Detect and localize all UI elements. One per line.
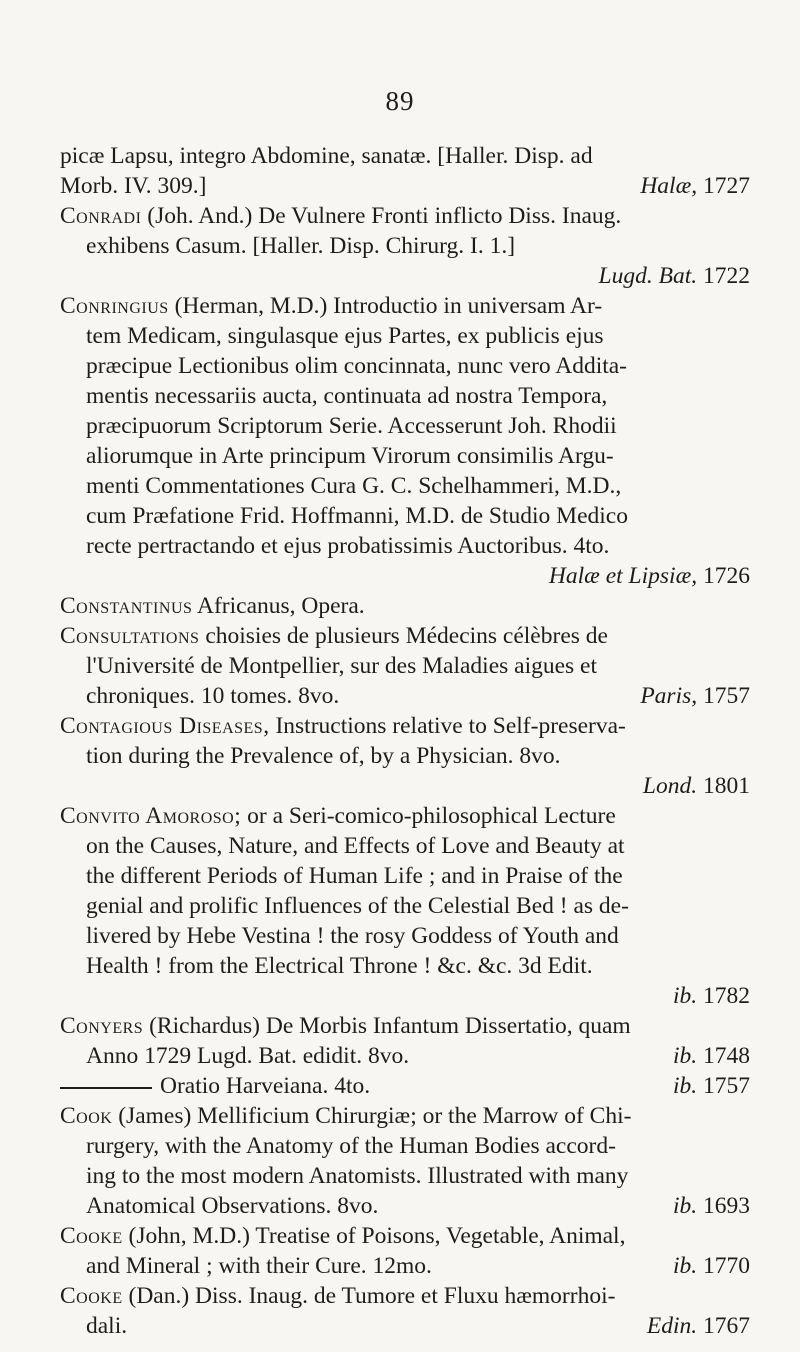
entry-author: Cook — [60, 1103, 113, 1129]
entry-line: mentis necessariis aucta, continuata ad nostra Tempora, — [86, 383, 608, 409]
entry-line: livered by Hebe Vestina ! the rosy Goddess of Youth and — [86, 923, 619, 949]
bibliography-entry — [60, 711, 750, 801]
bibliography-entry — [60, 591, 750, 621]
imprint — [60, 981, 750, 1011]
bibliography-entry — [60, 291, 750, 591]
bibliography-entry — [60, 141, 750, 201]
imprint-place: ib. — [672, 1073, 698, 1099]
entry-text: choisies de plusieurs Médecins célèbres de — [199, 623, 608, 649]
entry-text: (Herman, M.D.) Introductio in universam Ar- — [168, 293, 603, 319]
imprint-place: Halæ et Lipsiæ, — [548, 563, 698, 589]
entry-line — [60, 291, 750, 321]
entry-line — [60, 801, 750, 831]
entry-author: Conradi — [60, 203, 142, 229]
imprint-place: Edin. — [646, 1313, 698, 1339]
imprint — [673, 1071, 750, 1101]
imprint-place: Lugd. Bat. — [598, 263, 698, 289]
imprint-year: 1757 — [703, 1073, 750, 1099]
imprint-year: 1693 — [703, 1193, 750, 1219]
imprint — [647, 1311, 750, 1341]
page-number: 89 — [385, 86, 415, 116]
imprint-place: ib. — [672, 1043, 698, 1069]
bibliography-entry — [60, 1071, 750, 1101]
entry-line — [60, 1221, 750, 1251]
imprint — [60, 261, 750, 291]
entry-line — [60, 1281, 750, 1311]
entry-author: Constantinus — [60, 593, 193, 619]
bibliography-entry — [60, 201, 750, 291]
ditto-dash — [60, 1087, 152, 1089]
entry-text: Instructions relative to Self-preserva- — [269, 713, 626, 739]
entry-line — [60, 1191, 750, 1221]
entry-text: (John, M.D.) Treatise of Poisons, Vegetable, Animal, — [122, 1223, 626, 1249]
entry-line: aliorumque in Arte principum Virorum consimilis Argu- — [86, 443, 614, 469]
entry-line: præcipue Lectionibus olim concinnata, nunc vero Addita- — [86, 353, 628, 379]
imprint-place: ib. — [672, 1193, 698, 1219]
imprint-year: 1801 — [703, 773, 750, 799]
bibliography-entry — [60, 1101, 750, 1221]
entry-author: Conyers — [60, 1013, 144, 1039]
entry-line — [60, 1101, 750, 1131]
entry-line: menti Commentationes Cura G. C. Schelhammeri, M.D., — [86, 473, 622, 499]
entry-line: tem Medicam, singulasque ejus Partes, ex publicis ejus — [86, 323, 604, 349]
entry-author: Cooke — [60, 1283, 123, 1309]
entry-title: Oratio Harveiana. 4to. — [160, 1073, 371, 1099]
entry-line — [60, 1071, 750, 1101]
entry-line: recte pertractando et ejus probatissimis Auctoribus. 4to. — [86, 533, 610, 559]
bibliography-entry — [60, 621, 750, 711]
entry-line — [60, 1011, 750, 1041]
entry-text: (James) Mellificium Chirurgiæ; or the Marrow of Chi- — [112, 1103, 632, 1129]
entry-text: (Dan.) Diss. Inaug. de Tumore et Fluxu hæmorrhoi- — [122, 1283, 616, 1309]
entry-line — [60, 1041, 750, 1071]
imprint — [640, 171, 750, 201]
imprint-year: 1726 — [703, 563, 750, 589]
imprint-year: 1757 — [703, 683, 750, 709]
bibliography-entry — [60, 1281, 750, 1341]
entry-text: (Richardus) De Morbis Infantum Dissertatio, quam — [143, 1013, 631, 1039]
bibliography-entries — [60, 141, 750, 1341]
imprint-place: Paris, — [640, 683, 698, 709]
entry-line: the different Periods of Human Life ; and in Praise of the — [86, 863, 623, 889]
imprint — [640, 681, 750, 711]
entry-line — [60, 621, 750, 651]
entry-text: dali. — [86, 1313, 128, 1339]
imprint — [673, 1041, 750, 1071]
entry-line: præcipuorum Scriptorum Serie. Accesserunt Joh. Rhodii — [86, 413, 617, 439]
entry-text: or a Seri-comico-philosophical Lecture — [241, 803, 616, 829]
entry-line: ing to the most modern Anatomists. Illustrated with many — [86, 1163, 629, 1189]
entry-text: Anatomical Observations. 8vo. — [86, 1193, 379, 1219]
imprint-year: 1782 — [703, 983, 750, 1009]
entry-text: chroniques. 10 tomes. 8vo. — [86, 683, 340, 709]
entry-line — [60, 201, 750, 231]
entry-text: Morb. IV. 309.] — [60, 173, 207, 199]
imprint-year: 1748 — [703, 1043, 750, 1069]
entry-text: (Joh. And.) De Vulnere Fronti inflicto Diss. Inaug. — [141, 203, 622, 229]
entry-author: Cooke — [60, 1223, 123, 1249]
entry-author: Contagious Diseases, — [60, 713, 270, 739]
imprint — [60, 561, 750, 591]
entry-author: Conringius — [60, 293, 169, 319]
entry-line: picæ Lapsu, integro Abdomine, sanatæ. [Haller. Disp. ad — [60, 143, 593, 169]
entry-line: exhibens Casum. [Haller. Disp. Chirurg. I. 1.] — [86, 233, 516, 259]
entry-line: Health ! from the Electrical Throne ! &c. &c. 3d Edit. — [86, 953, 593, 979]
imprint — [60, 771, 750, 801]
entry-text: and Mineral ; with their Cure. 12mo. — [86, 1253, 432, 1279]
imprint — [673, 1191, 750, 1221]
imprint-year: 1727 — [703, 173, 750, 199]
entry-line — [60, 681, 750, 711]
imprint-place: Halæ, — [640, 173, 698, 199]
entry-line: l'Université de Montpellier, sur des Maladies aigues et — [86, 653, 598, 679]
entry-line — [60, 171, 750, 201]
entry-line: genial and prolific Influences of the Celestial Bed ! as de- — [86, 893, 629, 919]
imprint-year: 1767 — [703, 1313, 750, 1339]
entry-text: Anno 1729 Lugd. Bat. edidit. 8vo. — [86, 1043, 410, 1069]
imprint-place: ib. — [672, 983, 698, 1009]
imprint-year: 1722 — [703, 263, 750, 289]
imprint-place: Lond. — [642, 773, 698, 799]
imprint-year: 1770 — [703, 1253, 750, 1279]
entry-text: Africanus, Opera. — [192, 593, 365, 619]
entry-author: Convito Amoroso; — [60, 803, 242, 829]
imprint-place: ib. — [672, 1253, 698, 1279]
entry-line — [60, 1311, 750, 1341]
bibliography-entry — [60, 1221, 750, 1281]
entry-line: on the Causes, Nature, and Effects of Love and Beauty at — [86, 833, 625, 859]
entry-author: Consultations — [60, 623, 200, 649]
entry-text — [60, 1071, 370, 1101]
entry-line — [60, 711, 750, 741]
entry-line: rurgery, with the Anatomy of the Human Bodies accord- — [86, 1133, 616, 1159]
imprint — [673, 1251, 750, 1281]
entry-line: tion during the Prevalence of, by a Physician. 8vo. — [86, 743, 561, 769]
entry-line — [60, 591, 750, 621]
entry-line — [60, 1251, 750, 1281]
bibliography-entry — [60, 801, 750, 1011]
entry-line: cum Præfatione Frid. Hoffmanni, M.D. de Studio Medico — [86, 503, 628, 529]
bibliography-entry — [60, 1011, 750, 1071]
